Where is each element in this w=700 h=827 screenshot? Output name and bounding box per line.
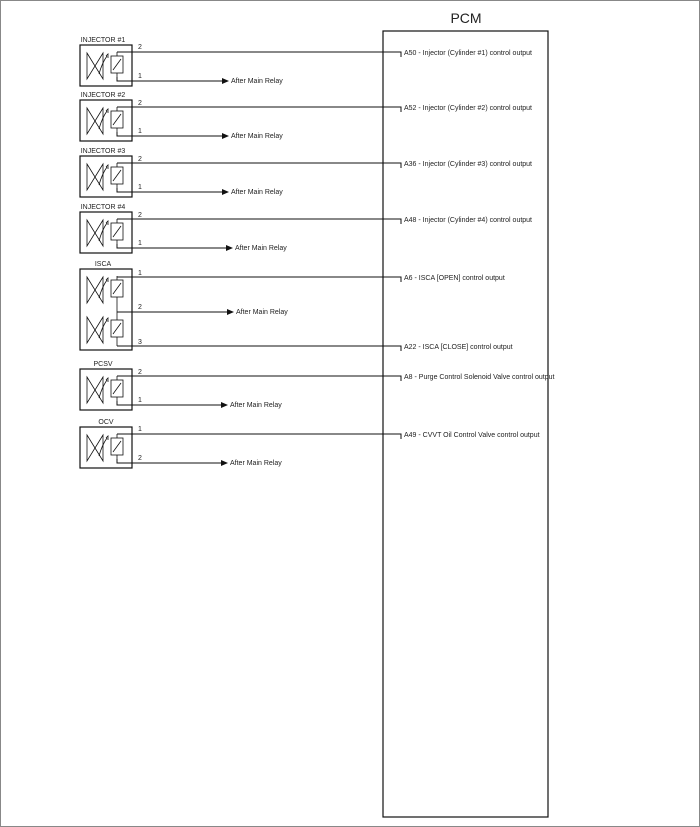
arrow-icon <box>222 78 229 84</box>
wire-pin-3 <box>117 346 401 351</box>
pcm-pin-label: A52 - Injector (Cylinder #2) control output <box>404 105 533 112</box>
component-box <box>80 427 132 468</box>
arrow-icon <box>221 460 228 466</box>
relay-label: After Main Relay <box>231 78 283 85</box>
wire-pin-1 <box>117 77 222 81</box>
wire-pin-1 <box>117 244 226 248</box>
wire-pin-2 <box>117 52 401 57</box>
wire-pin-1 <box>117 434 401 439</box>
wire-pin-2 <box>117 376 401 381</box>
pcm-pin-label: A50 - Injector (Cylinder #1) control output <box>404 50 533 57</box>
wire-pin-2 <box>117 107 401 112</box>
relay-label: After Main Relay <box>230 460 282 467</box>
component-box <box>80 100 132 141</box>
relay-label: After Main Relay <box>236 309 288 316</box>
wire-pin-1 <box>117 277 401 282</box>
relay-label: After Main Relay <box>230 402 282 409</box>
wire-pin-2 <box>117 163 401 168</box>
component-box <box>80 156 132 197</box>
wire-pin-1 <box>117 188 222 192</box>
pin-number: 1 <box>138 240 142 247</box>
component-box <box>80 45 132 86</box>
pcm-pin-label: A6 - ISCA [OPEN] control output <box>404 275 505 282</box>
arrow-icon <box>226 245 233 251</box>
pcm-pin-label: A49 - CVVT Oil Control Valve control output <box>404 432 540 439</box>
component-label: OCV <box>98 419 114 426</box>
component-label: PCSV <box>93 361 113 368</box>
pcm-pin-label: A36 - Injector (Cylinder #3) control output <box>404 161 533 168</box>
component-label: INJECTOR #1 <box>80 37 126 44</box>
wire-pin-1 <box>117 401 221 405</box>
wire-pin-2 <box>117 459 221 463</box>
pin-number: 1 <box>138 397 142 404</box>
component-label: INJECTOR #4 <box>80 204 126 211</box>
pin-number: 1 <box>138 128 142 135</box>
component-label: ISCA <box>94 261 112 268</box>
component-box <box>80 369 132 410</box>
wire-pin-1 <box>117 132 222 136</box>
pcm-pin-label: A48 - Injector (Cylinder #4) control output <box>404 217 533 224</box>
component-box <box>80 212 132 253</box>
schematic-canvas <box>1 1 699 826</box>
pin-number: 2 <box>138 369 142 376</box>
pcm-pin-label: A8 - Purge Control Solenoid Valve control output <box>404 374 555 381</box>
pin-number: 1 <box>138 426 142 433</box>
arrow-icon <box>221 402 228 408</box>
pcm-title: PCM <box>450 10 482 26</box>
pin-number: 1 <box>138 73 142 80</box>
relay-label: After Main Relay <box>235 245 287 252</box>
pin-number: 2 <box>138 212 142 219</box>
pin-number: 3 <box>138 339 142 346</box>
arrow-icon <box>222 133 229 139</box>
pin-number: 2 <box>138 156 142 163</box>
arrow-icon <box>222 189 229 195</box>
pin-number: 2 <box>138 44 142 51</box>
pcm-pin-label: A22 - ISCA [CLOSE] control output <box>404 344 513 351</box>
pcm-module <box>383 10 548 817</box>
component-label: INJECTOR #2 <box>80 92 126 99</box>
pin-number: 1 <box>138 270 142 277</box>
relay-label: After Main Relay <box>231 189 283 196</box>
pin-number: 1 <box>138 184 142 191</box>
arrow-icon <box>227 309 234 315</box>
pin-number: 2 <box>138 100 142 107</box>
pin-number: 2 <box>138 304 142 311</box>
component-label: INJECTOR #3 <box>80 148 126 155</box>
pin-number: 2 <box>138 455 142 462</box>
pcm-box <box>383 31 548 817</box>
wire-pin-2 <box>117 219 401 224</box>
relay-label: After Main Relay <box>231 133 283 140</box>
